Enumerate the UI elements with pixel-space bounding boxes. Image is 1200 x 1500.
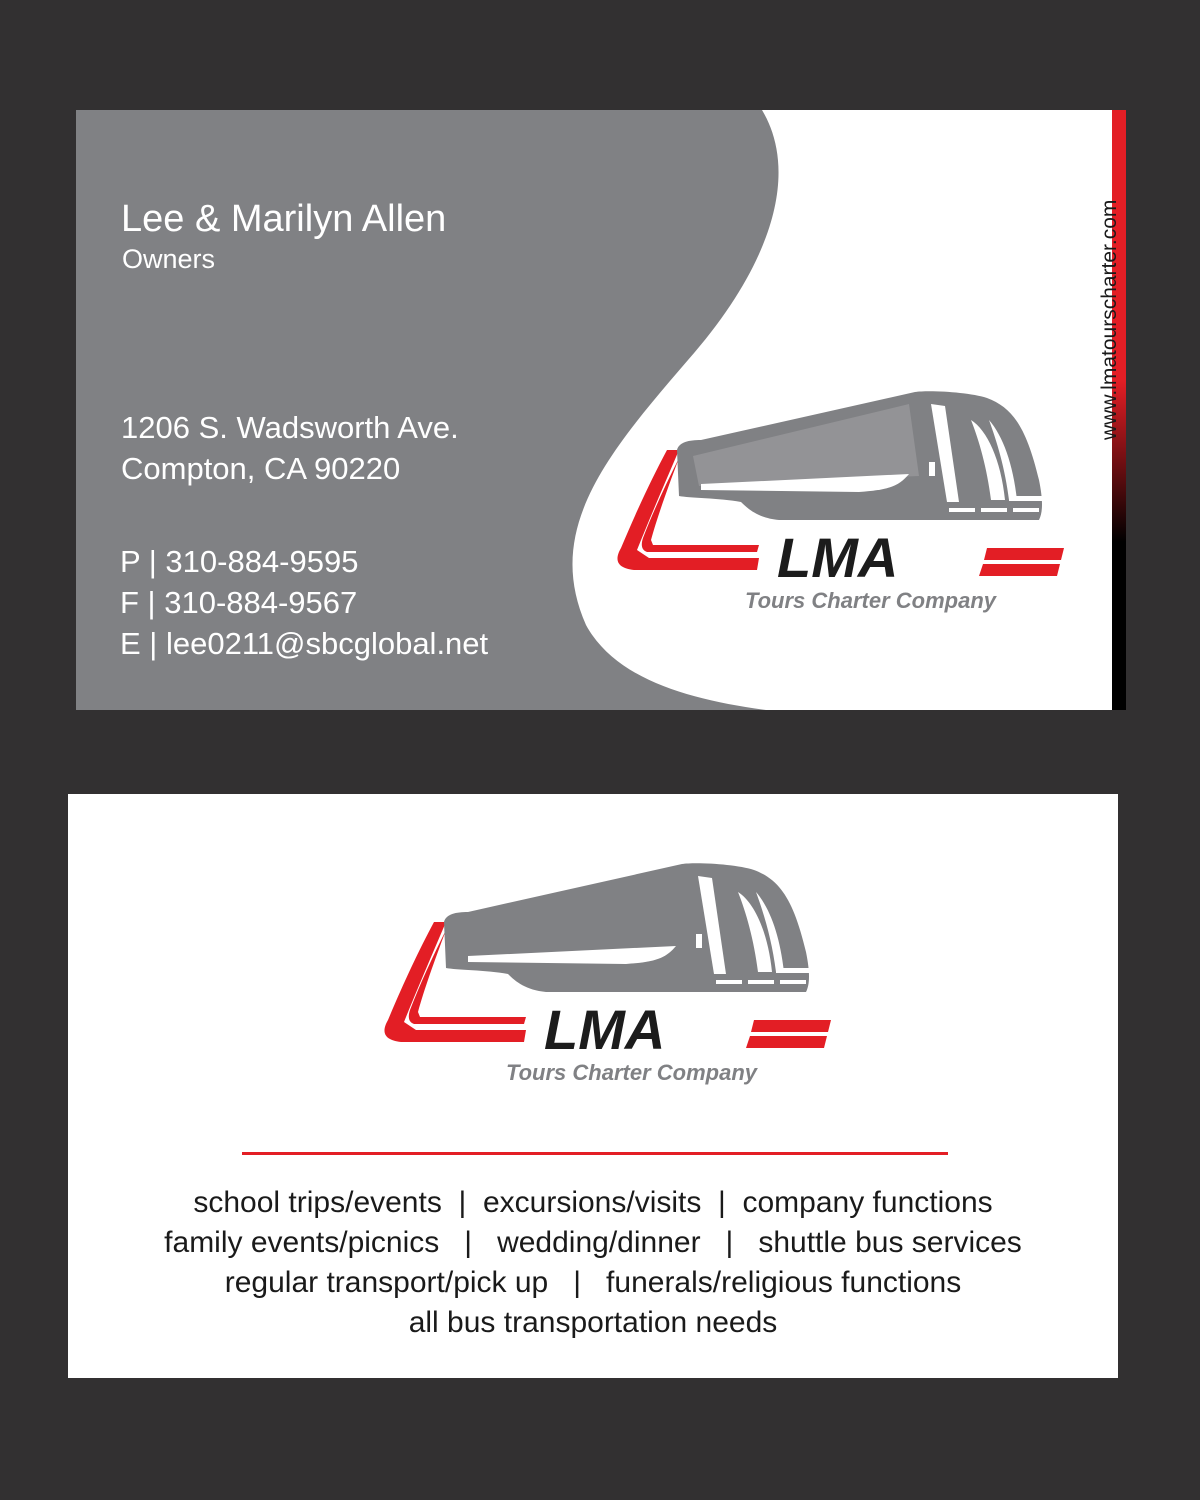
company-logo <box>609 390 1069 630</box>
email-address: lee0211@sbcglobal.net <box>165 626 489 661</box>
services-line-4: all bus transportation needs <box>408 1306 778 1339</box>
fax-contact: F | 310-884-9567 <box>120 585 358 620</box>
services-line-3: regular transport/pick up | funerals/religious functions <box>224 1266 962 1299</box>
email-contact: E | lee0211@sbcglobal.net <box>120 626 489 661</box>
services-line-2: family events/picnics | wedding/dinner | shuttle bus services <box>164 1226 1022 1259</box>
logo-text-lma: LMA <box>777 526 899 589</box>
business-card-back <box>68 794 1118 1378</box>
phone-contact: P | 310-884-9595 <box>120 544 359 579</box>
services-line-1: school trips/events | excursions/visits | company functions <box>193 1186 993 1219</box>
website-url: www.lmatourscharter.com <box>1098 199 1121 440</box>
email-prefix: E <box>120 626 141 661</box>
red-divider <box>242 1152 948 1155</box>
address-line-1: 1206 S. Wadsworth Ave. <box>121 410 459 445</box>
logo-tagline: Tours Charter Company <box>506 1060 758 1085</box>
logo-text-lma: LMA <box>544 998 666 1061</box>
address-line-2: Compton, CA 90220 <box>121 451 401 486</box>
business-card-front <box>76 110 1126 710</box>
fax-prefix: F <box>120 585 139 620</box>
phone-number: 310-884-9595 <box>165 544 359 579</box>
fax-number: 310-884-9567 <box>164 585 358 620</box>
owner-role: Owners <box>122 244 216 274</box>
phone-prefix: P <box>120 544 141 579</box>
owner-name: Lee & Marilyn Allen <box>121 198 447 240</box>
logo-tagline: Tours Charter Company <box>745 588 997 613</box>
company-logo-back <box>376 862 836 1102</box>
